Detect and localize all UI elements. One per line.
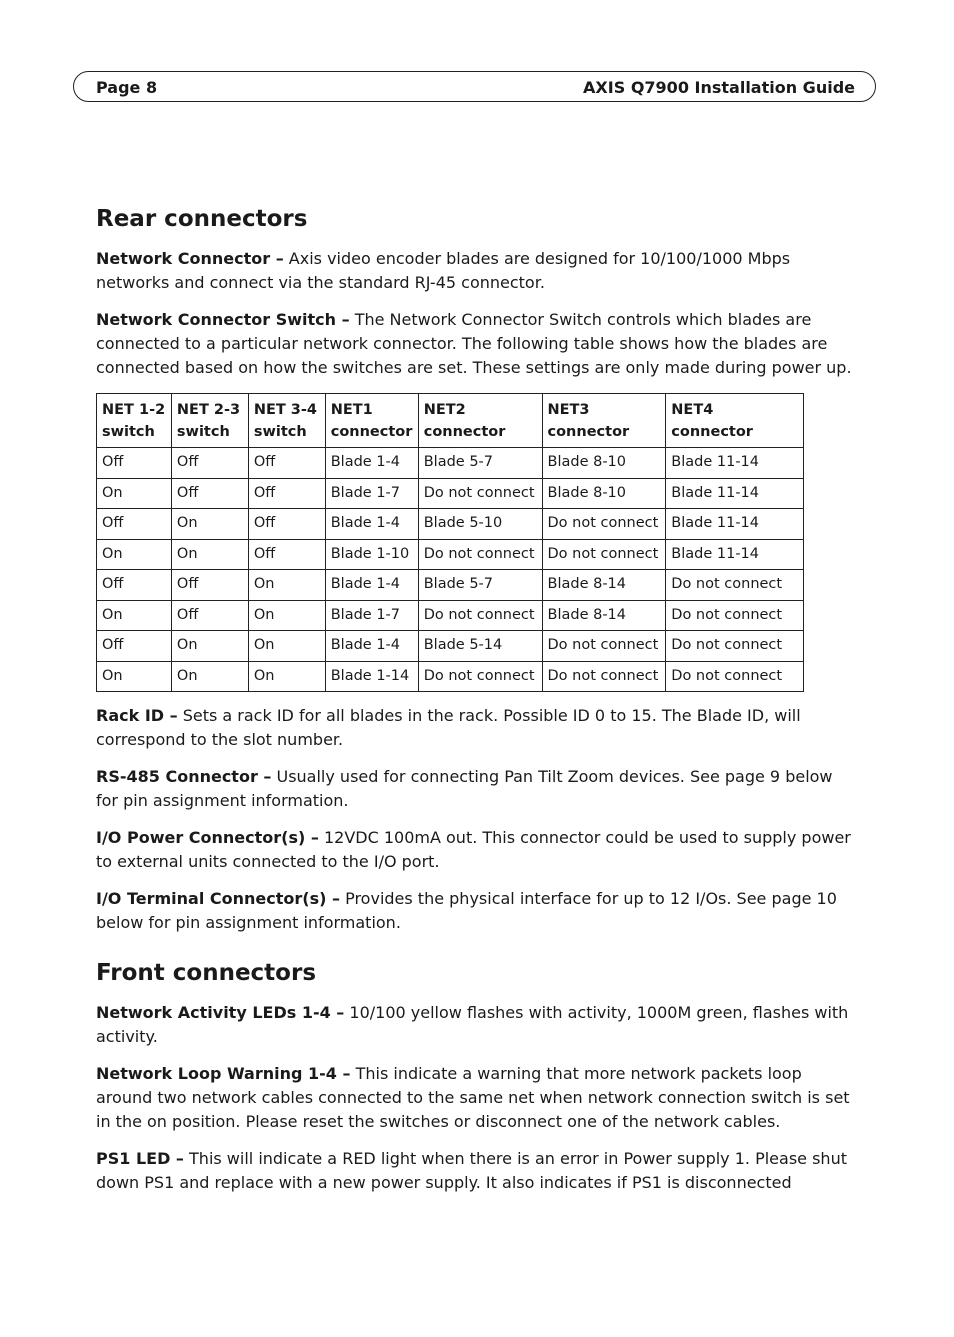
switch-settings-table	[96, 393, 804, 692]
table-cell: Do not connect	[666, 661, 804, 692]
table-cell: Do not connect	[418, 539, 542, 570]
table-cell: On	[97, 539, 172, 570]
table-cell: Blade 5-10	[418, 509, 542, 540]
paragraph-lead: I/O Power Connector(s) –	[96, 828, 319, 847]
paragraph-lead: RS-485 Connector –	[96, 767, 272, 786]
table-cell: Do not connect	[418, 478, 542, 509]
table-cell: On	[97, 600, 172, 631]
table-cell: Do not connect	[542, 631, 666, 662]
table-cell: Blade 1-10	[325, 539, 418, 570]
table-cell: Blade 1-14	[325, 661, 418, 692]
table-cell: Blade 5-14	[418, 631, 542, 662]
table-cell: Blade 5-7	[418, 448, 542, 479]
paragraph-text: The Network Connector Switch controls which blades are connected to a particular network connector. The following table shows how the blades are connected based on how the switches are set. These settings are only made during power up.	[96, 310, 852, 377]
table-cell: Blade 8-10	[542, 448, 666, 479]
table-cell: Blade 11-14	[666, 478, 804, 509]
table-cell: Blade 11-14	[666, 448, 804, 479]
table-cell: Off	[248, 509, 325, 540]
rs485-paragraph	[96, 765, 858, 813]
io-terminal-paragraph	[96, 887, 858, 935]
rack-id-paragraph	[96, 704, 858, 752]
table-cell: On	[171, 631, 248, 662]
paragraph-text: Provides the physical interface for up to 12 I/Os. See page 10 below for pin assignment information.	[96, 889, 837, 932]
table-header-cell: NET 3-4 switch	[248, 394, 325, 448]
paragraph-text: Axis video encoder blades are designed for 10/100/1000 Mbps networks and connect via the standard RJ-45 connector.	[96, 249, 791, 292]
paragraph-text: 12VDC 100mA out. This connector could be used to supply power to external units connected to the I/O port.	[96, 828, 851, 871]
paragraph-text: This indicate a warning that more network packets loop around two network cables connected to the same net when network connection switch is set in the on position. Please reset the switches or disconnect one of the network cables.	[96, 1064, 850, 1131]
paragraph-lead: Network Loop Warning 1-4 –	[96, 1064, 351, 1083]
table-row	[97, 478, 804, 509]
table-cell: Blade 1-7	[325, 478, 418, 509]
table-cell: Off	[171, 570, 248, 601]
table-header-cell: NET 1-2 switch	[97, 394, 172, 448]
table-header-cell: NET1 connector	[325, 394, 418, 448]
table-cell: On	[248, 600, 325, 631]
table-cell: Off	[248, 478, 325, 509]
table-row	[97, 509, 804, 540]
table-cell: Off	[171, 478, 248, 509]
table-cell: Do not connect	[666, 570, 804, 601]
paragraph-text: Sets a rack ID for all blades in the rack. Possible ID 0 to 15. The Blade ID, will correspond to the slot number.	[96, 706, 801, 749]
table-cell: Off	[97, 448, 172, 479]
table-cell: Off	[248, 448, 325, 479]
network-connector-paragraph	[96, 247, 858, 295]
paragraph-text: Usually used for connecting Pan Tilt Zoom devices. See page 9 below for pin assignment information.	[96, 767, 833, 810]
loop-warning-paragraph	[96, 1062, 858, 1134]
page-header	[73, 71, 876, 102]
table-cell: Blade 8-10	[542, 478, 666, 509]
table-cell: Off	[97, 509, 172, 540]
table-cell: Blade 1-4	[325, 448, 418, 479]
page-number: Page 8	[96, 78, 158, 97]
table-cell: Do not connect	[418, 661, 542, 692]
table-cell: Blade 5-7	[418, 570, 542, 601]
table-row	[97, 570, 804, 601]
table-cell: Off	[97, 570, 172, 601]
table-cell: On	[171, 509, 248, 540]
table-cell: Off	[171, 600, 248, 631]
table-cell: Blade 1-4	[325, 509, 418, 540]
table-cell: Blade 1-7	[325, 600, 418, 631]
table-row	[97, 631, 804, 662]
table-cell: On	[97, 661, 172, 692]
table-cell: Do not connect	[418, 600, 542, 631]
table-row	[97, 661, 804, 692]
paragraph-lead: Rack ID –	[96, 706, 178, 725]
front-connectors-heading: Front connectors	[96, 960, 317, 986]
table-cell: Blade 11-14	[666, 539, 804, 570]
table-cell: Do not connect	[666, 631, 804, 662]
paragraph-lead: PS1 LED –	[96, 1149, 184, 1168]
table-header-cell: NET4 connector	[666, 394, 804, 448]
table-row	[97, 539, 804, 570]
table-header-row	[97, 394, 804, 448]
paragraph-lead: Network Connector Switch –	[96, 310, 350, 329]
table-cell: On	[248, 631, 325, 662]
table-header-cell: NET2 connector	[418, 394, 542, 448]
table-cell: Blade 1-4	[325, 570, 418, 601]
table-cell: On	[171, 539, 248, 570]
rear-connectors-heading: Rear connectors	[96, 206, 308, 232]
table-cell: Blade 11-14	[666, 509, 804, 540]
table-cell: Blade 1-4	[325, 631, 418, 662]
paragraph-text: This will indicate a RED light when there is an error in Power supply 1. Please shut down PS1 and replace with a new power supply. It also indicates if PS1 is disconnected	[96, 1149, 847, 1192]
table-cell: Off	[248, 539, 325, 570]
table-cell: Blade 8-14	[542, 600, 666, 631]
table-cell: Off	[171, 448, 248, 479]
table-cell: On	[248, 661, 325, 692]
ps1-led-paragraph	[96, 1147, 858, 1195]
table-cell: Do not connect	[666, 600, 804, 631]
table-header-cell: NET 2-3 switch	[171, 394, 248, 448]
io-power-paragraph	[96, 826, 858, 874]
paragraph-text: 10/100 yellow flashes with activity, 1000M green, flashes with activity.	[96, 1003, 849, 1046]
table-cell: On	[248, 570, 325, 601]
activity-leds-paragraph	[96, 1001, 858, 1049]
table-cell: Do not connect	[542, 661, 666, 692]
table-cell: Do not connect	[542, 539, 666, 570]
table-cell: On	[97, 478, 172, 509]
paragraph-lead: Network Activity LEDs 1-4 –	[96, 1003, 345, 1022]
table-row	[97, 600, 804, 631]
table-header-cell: NET3 connector	[542, 394, 666, 448]
table-row	[97, 448, 804, 479]
document-title: AXIS Q7900 Installation Guide	[583, 78, 855, 97]
paragraph-lead: I/O Terminal Connector(s) –	[96, 889, 340, 908]
table-cell: Do not connect	[542, 509, 666, 540]
network-switch-paragraph	[96, 308, 858, 380]
page-content	[96, 204, 858, 1208]
table-cell: Blade 8-14	[542, 570, 666, 601]
table-cell: Off	[97, 631, 172, 662]
paragraph-lead: Network Connector –	[96, 249, 284, 268]
table-cell: On	[171, 661, 248, 692]
